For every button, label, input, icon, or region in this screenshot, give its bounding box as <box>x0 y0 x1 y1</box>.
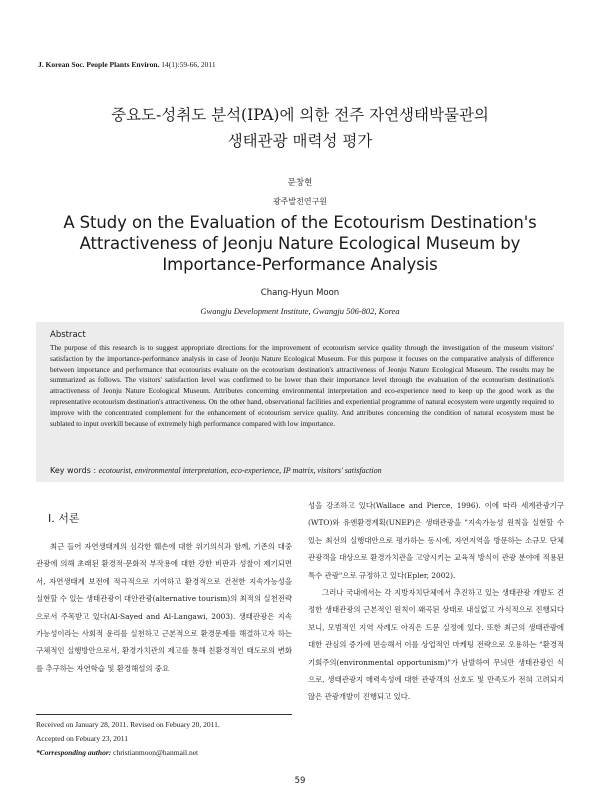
abstract-box <box>36 322 564 482</box>
title-ko-line-2: 생태관광 매력성 평가 <box>227 132 373 150</box>
journal-header <box>38 60 216 69</box>
abstract-heading: Abstract <box>50 330 86 340</box>
footnote <box>36 718 296 760</box>
journal-volume: 14(1):59-66, 2011 <box>161 60 216 69</box>
journal-name: J. Korean Soc. People Plants Environ. <box>38 60 160 69</box>
title-ko-line-1: 중요도-성취도 분석(IPA)에 의한 전주 자연생태박물관의 <box>111 106 489 124</box>
author-en: Chang-Hyun Moon <box>260 288 340 298</box>
body-paragraph: 성을 강조하고 있다(Wallace and Pierce, 1996). 이에 따라 세계관광기구(WTO)와 유엔환경계획(UNEP)은 생태관광을 "지속가능성 원칙을 실현할 수 있는 최선의 실행대안으로 평가하는 동시에, 자연지역을 방문하는 소규모 단체관광객을 대상으로 환경가치관을 고양시키는 교육적 방식이 관광 분야에 적용된 특수 관광"으로 규정하고 있다(Epler, 2002). <box>308 501 564 580</box>
affiliation-en: Gwangju Development Institute, Gwangju 506-802, Korea <box>200 306 400 316</box>
footnote-divider <box>36 714 292 715</box>
keywords-label: Key words : <box>50 466 97 475</box>
right-column <box>308 497 564 757</box>
accepted-date: Accepted on Febuary 23, 2011 <box>36 734 128 743</box>
affiliation-ko: 광주발전연구원 <box>272 197 328 206</box>
section-heading: Ⅰ. 서론 <box>48 512 80 525</box>
title-en-line-1: A Study on the Evaluation of the Ecotourism Destination's <box>63 213 537 232</box>
body-paragraph: 최근 들어 자연생태계의 심각한 훼손에 대한 위기의식과 함께, 기존의 대중관광에 의해 초래된 환경적·문화적 부작용에 대한 강한 비판과 성찰이 제기되면서, 자연생태계 보전에 적극적으로 기여하고 환경적으로 건전한 지속가능성을 실현할 수 있는 생태관광이 대안관광(alternative tourism)의 최적의 실천전략으로서 주목받고 있다(Al-Sayed and Al-Langawi, 2003). 생태관광은 지속가능성이라는 사회적 윤리를 실천하고 근본적으로 환경문제를 해결하고자 하는 구체적인 실행방안으로서, 환경가치관의 제고를 통해 친환경적인 태도로의 변화를 추구하는 자연학습 및 환경해설의 중요 <box>36 542 292 673</box>
title-en-line-3: Importance-Performance Analysis <box>162 255 438 274</box>
body-paragraph: 그러나 국내에서는 각 지방자치단체에서 추진하고 있는 생태관광 개발도 견정한 생태관광의 근본적인 원칙이 왜곡된 상태로 내실없고 가식적으로 진행되다 보니, 모범적인 지역 사례도 아직은 드문 실정에 있다. 또한 최근의 생태관광에 대한 관심의 증가에 편승해서 이를 상업적인 마케팅 전략으로 오용하는 "환경적 기회주의(environmental opportunism)"가 남발하여 무늬만 생태관광인 식으로, 생태관광지 매력속성에 대한 관광객의 선호도 및 만족도가 전혀 고려되지 않은 관광개발이 진행되고 있다. <box>308 588 564 702</box>
keywords-text: ecotourist, environmental interpretation, eco-experience, IP matrix, visitors' satisfaction <box>98 466 382 475</box>
corresponding-label: *Corresponding author: <box>36 748 112 757</box>
received-date: Received on January 28, 2011. Revised on Febuary 20, 2011. <box>36 720 220 729</box>
page-number: 59 <box>294 776 306 786</box>
keywords <box>50 466 382 475</box>
left-column <box>36 498 292 710</box>
title-en-line-2: Attractiveness of Jeonju Nature Ecological Museum by <box>79 234 521 253</box>
title-en <box>0 212 600 275</box>
corresponding-author <box>36 746 296 760</box>
abstract-text: The purpose of this research is to suggest appropriate directions for the improvement of ecotourism service quality through the investigation of the museum visitors' satisfaction by the importance-performance analysis in case of Jeonju Nature Ecological Museum. For this purpose it focuses on the comparative analysis of difference between importance and performance that ecotourists evaluate on the ecotourism destination's attractiveness of Jeonju Nature Ecological Museum. The results may be summarized as follows. The visitors' satisfaction level was confirmed to be lower than their importance level through the evaluation of the ecotourism destination's attractiveness of Jeonju Nature Ecological Museum. Attributes concerning environmental interpretation and eco-experience need to keep up the good work as the representative ecotourism destination's attractiveness. On the other hand, observational facilities and experiential programme of natural ecosystem were urgently required to improve with the concentrated complement for the enhancement of ecotourism service quality. And attributes concerning the condition of natural ecosystem must be sublated to input overkill because of extremely high performance compared with low importance. <box>50 343 554 428</box>
author-ko: 문창현 <box>287 178 313 188</box>
corresponding-email[interactable]: christianmoon@hanmail.net <box>113 748 199 757</box>
